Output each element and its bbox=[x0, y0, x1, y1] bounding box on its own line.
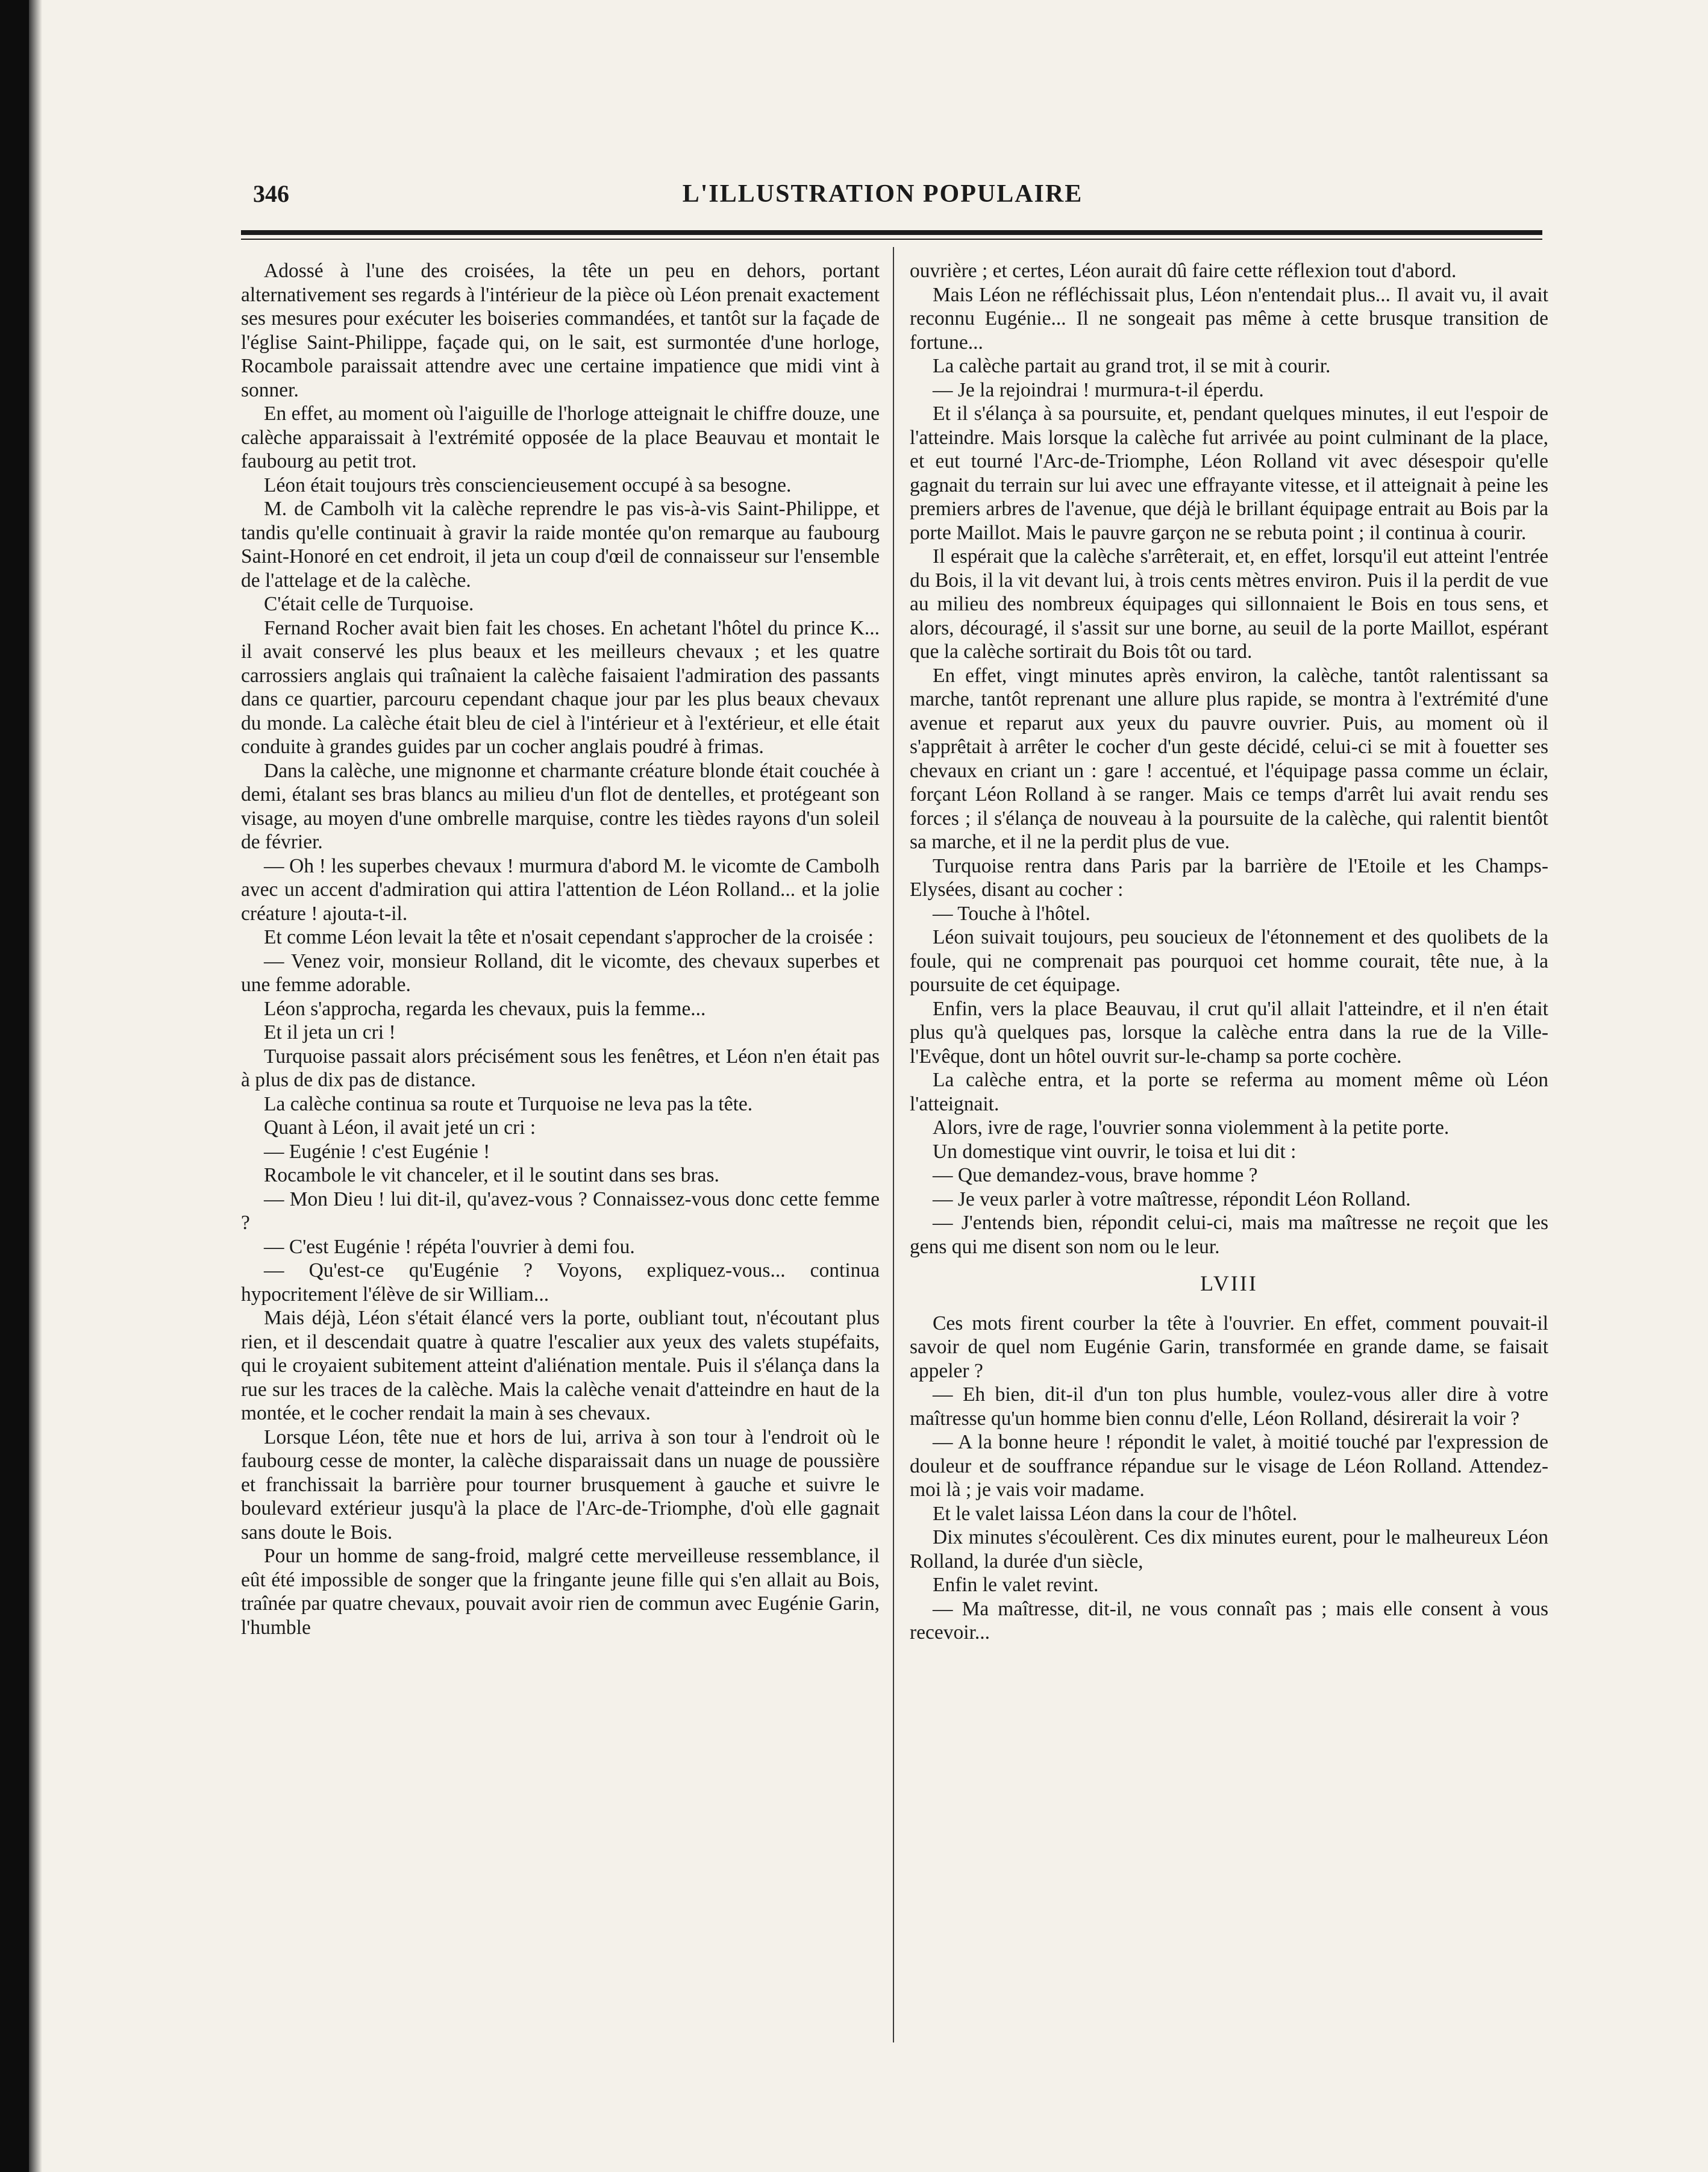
paragraph: Et comme Léon levait la tête et n'osait cependant s'approcher de la croisée : bbox=[264, 926, 874, 948]
paragraph: — Je la rejoindrai ! murmura-t-il éperdu. bbox=[933, 378, 1264, 401]
paragraph: — C'est Eugénie ! répéta l'ouvrier à demi fou. bbox=[264, 1235, 635, 1258]
paragraph: — Je veux parler à votre maîtresse, répondit Léon Rolland. bbox=[933, 1188, 1411, 1210]
paragraph: — Oh ! les superbes chevaux ! murmura d'abord M. le vicomte de Cambolh avec un accent d'admiration qui attira l'attention de Léon Rolland... et la jolie créature ! ajouta-t-il. bbox=[241, 854, 880, 925]
paragraph: Léon s'approcha, regarda les chevaux, puis la femme... bbox=[264, 997, 706, 1020]
paragraph: Alors, ivre de rage, l'ouvrier sonna violemment à la petite porte. bbox=[933, 1116, 1450, 1139]
paragraph: Il espérait que la calèche s'arrêterait, et, en effet, lorsqu'il eut atteint l'entrée du Bois, il la vit devant lui, à trois cents mètres environ. Puis il la perdit de vue au milieu des nombreux équipages qui sillonnaient le Bois en tous sens, et alors, découragé, il s'assit sur une borne, au seuil de la porte Maillot, espérant que la calèche sortirait du Bois tôt ou tard. bbox=[910, 545, 1548, 663]
left-column bbox=[241, 259, 880, 1639]
paragraph: — Venez voir, monsieur Rolland, dit le vicomte, des chevaux superbes et une femme adorable. bbox=[241, 950, 880, 996]
chapter-heading: LVIII bbox=[1200, 1271, 1258, 1295]
paragraph: La calèche continua sa route et Turquoise ne leva pas la tête. bbox=[264, 1092, 753, 1115]
paragraph: La calèche entra, et la porte se referma au moment même où Léon l'atteignait. bbox=[910, 1069, 1548, 1115]
paragraph: — Eugénie ! c'est Eugénie ! bbox=[264, 1140, 490, 1163]
paragraph: Adossé à l'une des croisées, la tête un peu en dehors, portant alternativement ses regards à l'intérieur de la pièce où Léon prenait exactement ses mesures pour exécuter les boiseries commandées, et tantôt sur la façade de l'église Saint-Philippe, façade qui, on le sait, est surmontée d'une horloge, Rocambole paraissait attendre avec une certaine impatience que midi vint à sonner. bbox=[241, 260, 880, 401]
paragraph: C'était celle de Turquoise. bbox=[264, 593, 474, 615]
paragraph: — Ma maîtresse, dit-il, ne vous connaît pas ; mais elle consent à vous recevoir... bbox=[910, 1597, 1548, 1644]
paragraph: — Qu'est-ce qu'Eugénie ? Voyons, expliquez-vous... continua hypocritement l'élève de sir William... bbox=[241, 1259, 880, 1306]
paragraph: Dans la calèche, une mignonne et charmante créature blonde était couchée à demi, étalant ses bras blancs au milieu d'un flot de dentelles, et protégeant son visage, au moyen d'une ombrelle marquise, contre les tièdes rayons d'un soleil de février. bbox=[241, 759, 880, 853]
paragraph: M. de Cambolh vit la calèche reprendre le pas vis-à-vis Saint-Philippe, et tandis qu'elle continuait à gravir la raide montée qu'on remarque au faubourg Saint-Honoré en cet endroit, il jeta un coup d'œil de connaisseur sur l'ensemble de l'attelage et de la calèche. bbox=[241, 498, 880, 592]
paragraph: Léon était toujours très consciencieusement occupé à sa besogne. bbox=[264, 474, 792, 496]
paragraph: Fernand Rocher avait bien fait les choses. En achetant l'hôtel du prince K... il avait conservé les plus beaux et les meilleurs chevaux ; et les quatre carrossiers anglais qui traînaient la calèche faisaient l'admiration des passants dans ce quartier, parcouru cependant chaque jour par les plus beaux chevaux du monde. La calèche était bleu de ciel à l'intérieur et à l'extérieur, et elle était conduite à grandes guides par un cocher anglais poudré à frimas. bbox=[241, 616, 880, 758]
paragraph: Dix minutes s'écoulèrent. Ces dix minutes eurent, pour le malheureux Léon Rolland, la durée d'un siècle, bbox=[910, 1526, 1548, 1573]
paragraph: Et il s'élança à sa poursuite, et, pendant quelques minutes, il eut l'espoir de l'atteindre. Mais lorsque la calèche fut arrivée au point culminant de la place, et eut tourné l'Arc-de-Triomphe, Léon Rolland vit avec désespoir qu'elle gagnait du terrain sur lui avec une effrayante vitesse, et il atteignait à peine les premiers arbres de l'avenue, que déjà le brillant équipage entrait au Bois par la porte Maillot. Mais le pauvre garçon ne se rebuta point ; il continua à courir. bbox=[910, 402, 1548, 544]
column-divider bbox=[893, 247, 894, 2042]
paragraph: Et le valet laissa Léon dans la cour de l'hôtel. bbox=[933, 1502, 1298, 1525]
paragraph: — Touche à l'hôtel. bbox=[933, 902, 1090, 925]
header-rule-thick bbox=[241, 230, 1542, 235]
page-header bbox=[253, 180, 1512, 218]
paragraph: Turquoise passait alors précisément sous les fenêtres, et Léon n'en était pas à plus de dix pas de distance. bbox=[241, 1045, 880, 1091]
paragraph: — J'entends bien, répondit celui-ci, mais ma maîtresse ne reçoit que les gens qui me disent son nom ou le leur. bbox=[910, 1212, 1548, 1258]
paragraph: La calèche partait au grand trot, il se mit à courir. bbox=[933, 355, 1331, 377]
paragraph: En effet, vingt minutes après environ, la calèche, tantôt ralentissant sa marche, tantôt reprenant une allure plus rapide, se montra à l'extrémité d'une avenue et reparut aux yeux du pauvre ouvrier. Puis, au moment où il s'apprêtait à arrêter le cocher d'un geste décidé, celui-ci se mit à fouetter ses chevaux en criant un : gare ! accentué, et l'équipage passa comme un éclair, forçant Léon Rolland à se ranger. Mais ce temps d'arrêt lui avait rendu ses forces ; il s'élança de nouveau à la poursuite de la calèche, qui ralentit bientôt sa marche, et il ne la perdit plus de vue. bbox=[910, 664, 1548, 853]
paragraph: Rocambole le vit chanceler, et il le soutint dans ses bras. bbox=[264, 1164, 719, 1186]
paragraph: ouvrière ; et certes, Léon aurait dû faire cette réflexion tout d'abord. bbox=[910, 260, 1457, 282]
paragraph: — Mon Dieu ! lui dit-il, qu'avez-vous ? Connaissez-vous donc cette femme ? bbox=[241, 1188, 880, 1234]
paragraph: Et il jeta un cri ! bbox=[264, 1021, 396, 1044]
page-number: 346 bbox=[253, 180, 289, 207]
paragraph: Mais déjà, Léon s'était élancé vers la porte, oubliant tout, n'écoutant plus rien, et il descendait quatre à quatre l'escalier aux yeux des valets stupéfaits, qui le croyaient subitement atteint d'aliénation mentale. Puis il s'élança dans la rue sur les traces de la calèche. Mais la calèche venait d'atteindre en haut de la montée, et le cocher rendait la main à ses chevaux. bbox=[241, 1307, 880, 1424]
paragraph: Pour un homme de sang-froid, malgré cette merveilleuse ressemblance, il eût été impossible de songer que la fringante jeune fille qui s'en allait au Bois, traînée par quatre chevaux, pouvait avoir rien de commun avec Eugénie Garin, l'humble bbox=[241, 1545, 880, 1639]
paragraph: Ces mots firent courber la tête à l'ouvrier. En effet, comment pouvait-il savoir de quel nom Eugénie Garin, transformée en grande dame, se faisait appeler ? bbox=[910, 1312, 1548, 1382]
page-title: L'ILLUSTRATION POPULAIRE bbox=[682, 180, 1083, 208]
paragraph: — A la bonne heure ! répondit le valet, à moitié touché par l'expression de douleur et de souffrance répandue sur le visage de Léon Rolland. Attendez-moi là ; je vais voir madame. bbox=[910, 1431, 1548, 1501]
paragraph: Turquoise rentra dans Paris par la barrière de l'Etoile et les Champs-Elysées, disant au cocher : bbox=[910, 854, 1548, 901]
paragraph: Un domestique vint ouvrir, le toisa et lui dit : bbox=[933, 1140, 1297, 1163]
paragraph: Léon suivait toujours, peu soucieux de l'étonnement et des quolibets de la foule, qui ne comprenait pas pourquoi cet homme courait, tête nue, à la poursuite de cet équipage. bbox=[910, 926, 1548, 996]
paragraph: Enfin, vers la place Beauvau, il crut qu'il allait l'atteindre, et il n'en était plus qu'à quelques pas, lorsque la calèche entra dans la rue de la Ville-l'Evêque, dont un hôtel ouvrit sur-le-champ sa porte cochère. bbox=[910, 997, 1548, 1068]
paragraph: Mais Léon ne réfléchissait plus, Léon n'entendait plus... Il avait vu, il avait reconnu Eugénie... Il ne songeait pas même à cette brusque transition de fortune... bbox=[910, 283, 1548, 354]
paragraph: En effet, au moment où l'aiguille de l'horloge atteignait le chiffre douze, une calèche apparaissait à l'extrémité opposée de la place Beauvau et montait le faubourg au petit trot. bbox=[241, 402, 880, 472]
paragraph: Lorsque Léon, tête nue et hors de lui, arriva à son tour à l'endroit où le faubourg cesse de monter, la calèche disparaissait dans un nuage de poussière et franchissait la barrière pour tourner brusquement à gauche et suivre le boulevard extérieur jusqu'à la place de l'Arc-de-Triomphe, d'où elle gagnait sans doute le Bois. bbox=[241, 1426, 880, 1544]
right-column bbox=[910, 259, 1548, 1645]
paragraph: — Eh bien, dit-il d'un ton plus humble, voulez-vous aller dire à votre maîtresse qu'un homme bien connu d'elle, Léon Rolland, désirerait la voir ? bbox=[910, 1383, 1548, 1430]
header-rule-thin bbox=[241, 239, 1542, 240]
paragraph: Enfin le valet revint. bbox=[933, 1574, 1099, 1596]
paragraph: — Que demandez-vous, brave homme ? bbox=[933, 1164, 1258, 1186]
scan-binding-edge bbox=[0, 0, 29, 2172]
paragraph: Quant à Léon, il avait jeté un cri : bbox=[264, 1116, 536, 1139]
scan-shadow bbox=[29, 0, 42, 2172]
